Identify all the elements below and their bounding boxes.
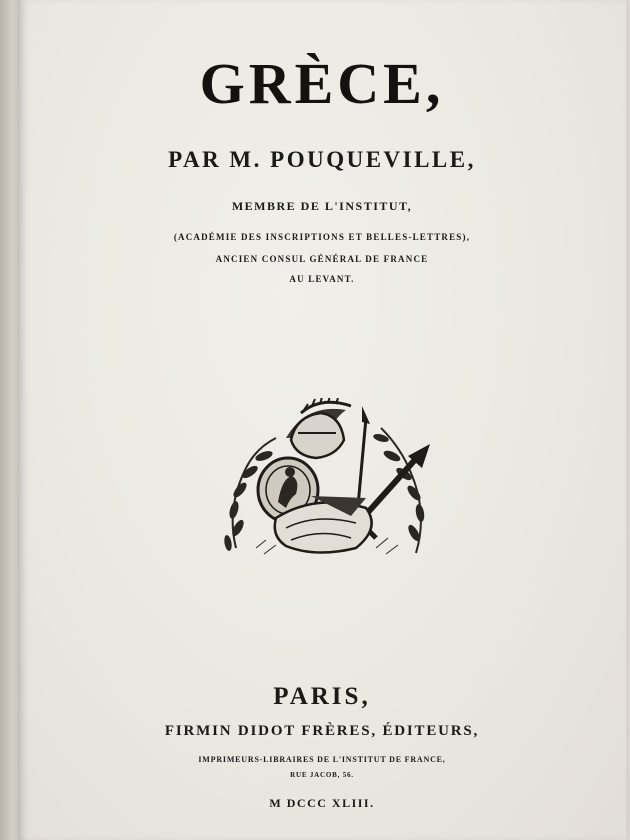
laurel-branch-right <box>372 428 425 553</box>
book-title: GRÈCE, <box>199 51 445 116</box>
printers-line: IMPRIMEURS-LIBRAIRES DE L'INSTITUT DE FRANCE, <box>198 755 446 764</box>
author-membership: MEMBRE DE L'INSTITUT, <box>231 199 413 213</box>
helmet-icon <box>286 398 351 458</box>
trophy-vignette <box>216 398 436 568</box>
author-line: PAR M. POUQUEVILLE, <box>168 147 476 172</box>
academy-line: (ACADÉMIE DES INSCRIPTIONS ET BELLES-LETTRES), <box>173 232 471 242</box>
post-location-line: AU LEVANT. <box>289 274 355 284</box>
publication-year: M DCCC XLIII. <box>269 796 375 810</box>
title-page <box>18 0 626 840</box>
former-post-line: ANCIEN CONSUL GÉNÉRAL DE FRANCE <box>215 254 429 264</box>
publisher-line: FIRMIN DIDOT FRÈRES, ÉDITEURS, <box>164 723 480 739</box>
publication-place: PARIS, <box>273 683 371 710</box>
publisher-address: RUE JACOB, 56. <box>290 771 354 779</box>
